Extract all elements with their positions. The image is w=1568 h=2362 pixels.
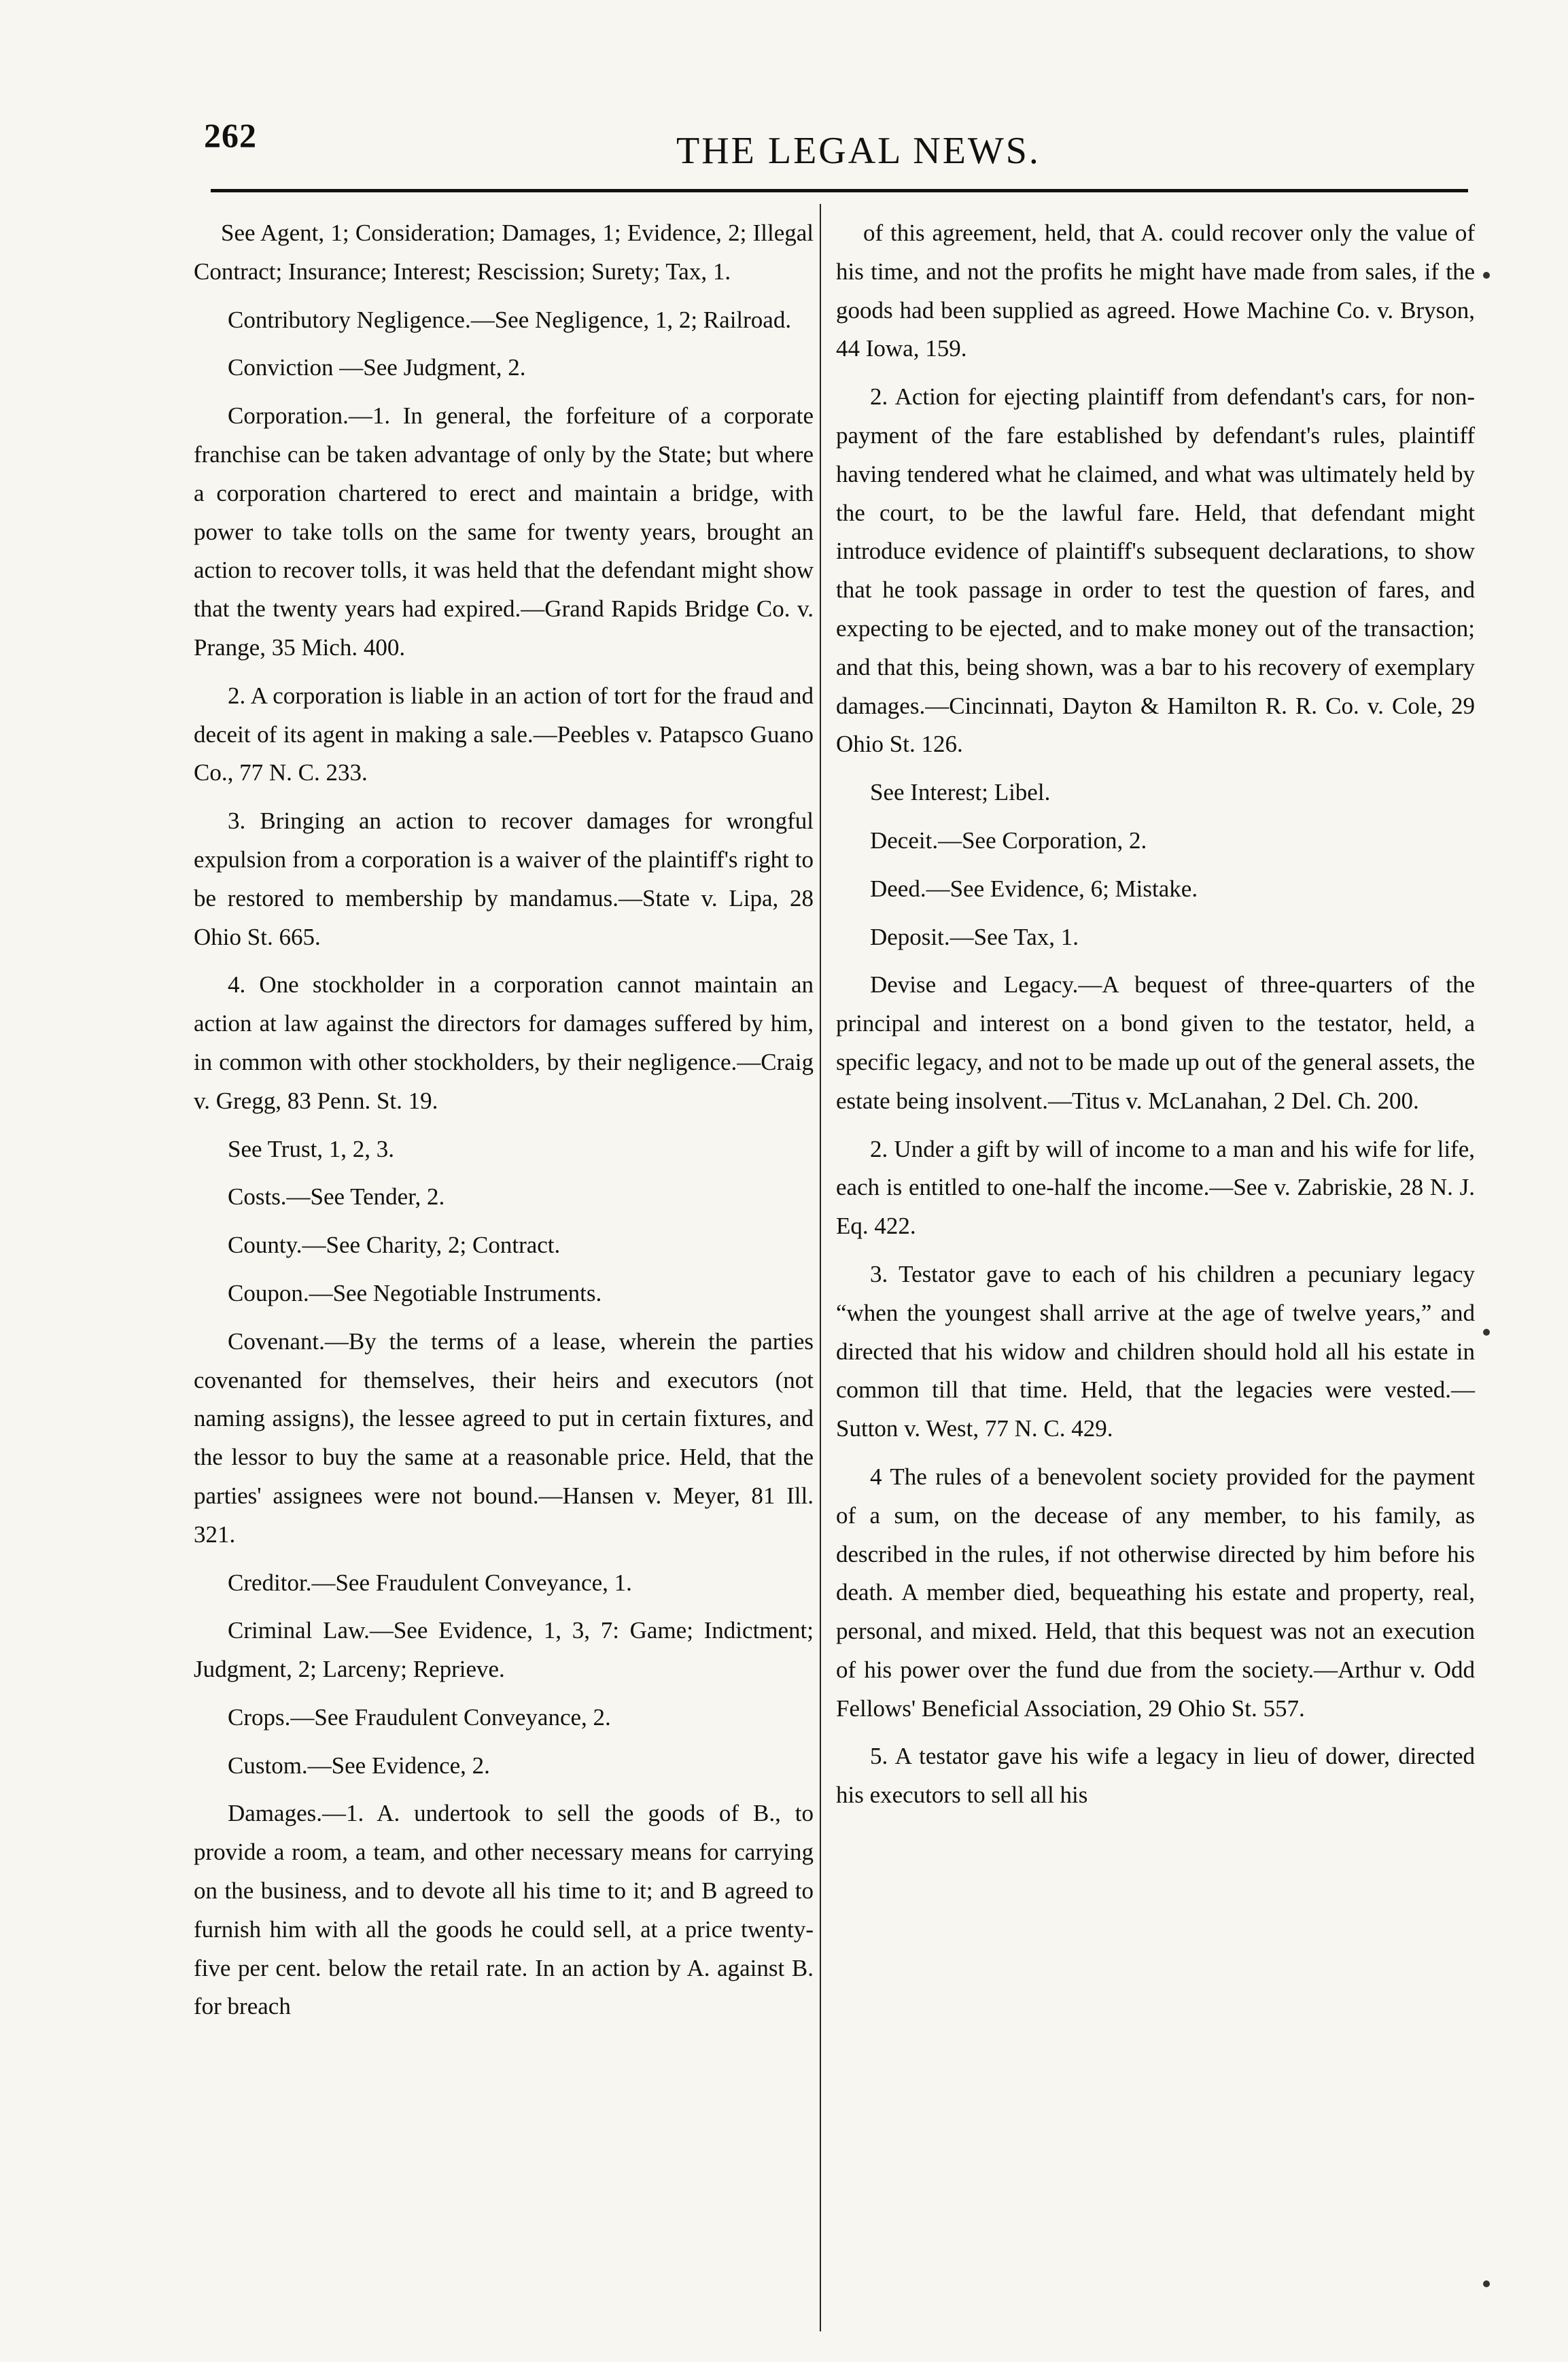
page-header [204,116,1468,190]
margin-dot [1483,272,1490,279]
header-rule [211,189,1468,192]
paragraph: Contributory Negligence.—See Negligence, 1, 2; Railroad. [228,306,792,333]
paragraph: Deposit.—See Tax, 1. [870,923,1079,950]
left-column [194,214,814,2036]
paragraph: 5. A testator gave his wife a legacy in lieu of dower, directed his executors to sell all his [836,1743,1475,1809]
paragraph: See Trust, 1, 2, 3. [228,1135,395,1162]
paragraph: Deceit.—See Corporation, 2. [870,827,1147,854]
paragraph: 2. Under a gift by will of income to a man and his wife for life, each is entitled to one-half the income.—See v. Zabriskie, 28 N. J. Eq. 422. [836,1135,1475,1240]
running-title: THE LEGAL NEWS. [676,130,1041,172]
paragraph: Criminal Law.—See Evidence, 1, 3, 7: Game; Indictment; Judgment, 2; Larceny; Reprieve. [194,1617,814,1683]
paragraph: County.—See Charity, 2; Contract. [228,1232,561,1259]
paragraph: Custom.—See Evidence, 2. [228,1752,490,1779]
paragraph: See Interest; Libel. [870,779,1051,806]
paragraph: of this agreement, held, that A. could recover only the value of his time, and not the profits he might have made from sales, if the goods had been supplied as agreed. Howe Machine Co. v. Bryson, 44 Iowa, 159. [836,220,1475,362]
paragraph: 2. Action for ejecting plaintiff from defendant's cars, for non-payment of the fare established by defendant's rules, plaintiff having tendered what he claimed, and what was ultimately held by the court, to be the lawful fare. Held, that defendant might introduce evidence of plaintiff's subsequent declarations, to show that he took passage in order to test the question of fares, and expecting to be ejected, and to make money out of the transaction; and that this, being shown, was a bar to his recovery of exemplary damages.—Cincinnati, Dayton & Hamilton R. R. Co. v. Cole, 29 Ohio St. 126. [836,383,1475,758]
paragraph: 2. A corporation is liable in an action of tort for the fraud and deceit of its agent in making a sale.—Peebles v. Patapsco Guano Co., 77 N. C. 233. [194,682,814,786]
paragraph: See Agent, 1; Consideration; Damages, 1; Evidence, 2; Illegal Contract; Insurance; Interest; Rescission; Surety; Tax, 1. [194,220,814,285]
right-column [836,214,1475,1824]
paragraph: Costs.—See Tender, 2. [228,1183,445,1211]
paragraph: Crops.—See Fraudulent Conveyance, 2. [228,1703,611,1731]
paragraph: Covenant.—By the terms of a lease, wherein the parties covenanted for themselves, their heirs and executors (not naming assigns), the lessee agreed to put in certain fixtures, and the lessor to buy the same at a reasonable price. Held, that the parties' assignees were not bound.—Hansen v. Meyer, 81 Ill. 321. [194,1327,814,1548]
margin-dot [1483,1329,1490,1336]
paragraph: Deed.—See Evidence, 6; Mistake. [870,875,1198,902]
paragraph: Devise and Legacy.—A bequest of three-quarters of the principal and interest on a bond given to the testator, held, a specific legacy, and not to be made up out of the general assets, the estate being insolvent.—Titus v. McLanahan, 2 Del. Ch. 200. [836,971,1475,1114]
column-divider [820,204,821,2331]
paragraph: 3. Testator gave to each of his children a pecuniary legacy “when the youngest shall arrive at the age of twelve years,” and directed that his widow and children should hold all his estate in common till that time. Held, that the legacies were vested.—Sutton v. West, 77 N. C. 429. [836,1260,1475,1442]
paragraph: Coupon.—See Negotiable Instruments. [228,1279,602,1306]
margin-dot [1483,2280,1490,2287]
paragraph: 4 The rules of a benevolent society provided for the payment of a sum, on the decease of any member, to his family, as described in the rules, if not otherwise directed by him before his death. A member died, bequeathing his estate and property, real, personal, and mixed. Held, that this bequest was not an execution of his power over the fund due from the society.—Arthur v. Odd Fellows' Beneficial Association, 29 Ohio St. 557. [836,1463,1475,1722]
paragraph: 4. One stockholder in a corporation cannot maintain an action at law against the directors for damages suffered by him, in common with other stockholders, by their negligence.—Craig v. Gregg, 83 Penn. St. 19. [194,971,814,1114]
paragraph: Conviction —See Judgment, 2. [228,354,526,381]
paragraph: Creditor.—See Fraudulent Conveyance, 1. [228,1569,632,1596]
paragraph: 3. Bringing an action to recover damages for wrongful expulsion from a corporation is a waiver of the plaintiff's right to be restored to membership by mandamus.—State v. Lipa, 28 Ohio St. 665. [194,807,814,950]
paragraph: Corporation.—1. In general, the forfeiture of a corporate franchise can be taken advantage of only by the State; but where a corporation chartered to erect and maintain a bridge, with power to take tolls on the same for twenty years, brought an action to recover tolls, it was held that the defendant might show that the twenty years had expired.—Grand Rapids Bridge Co. v. Prange, 35 Mich. 400. [194,402,814,661]
page-number: 262 [204,116,257,154]
paragraph: Damages.—1. A. undertook to sell the goods of B., to provide a room, a team, and other necessary means for carrying on the business, and to devote all his time to it; and B agreed to furnish him with all the goods he could sell, at a price twenty-five per cent. below the retail rate. In an action by A. against B. for breach [194,1800,814,2020]
